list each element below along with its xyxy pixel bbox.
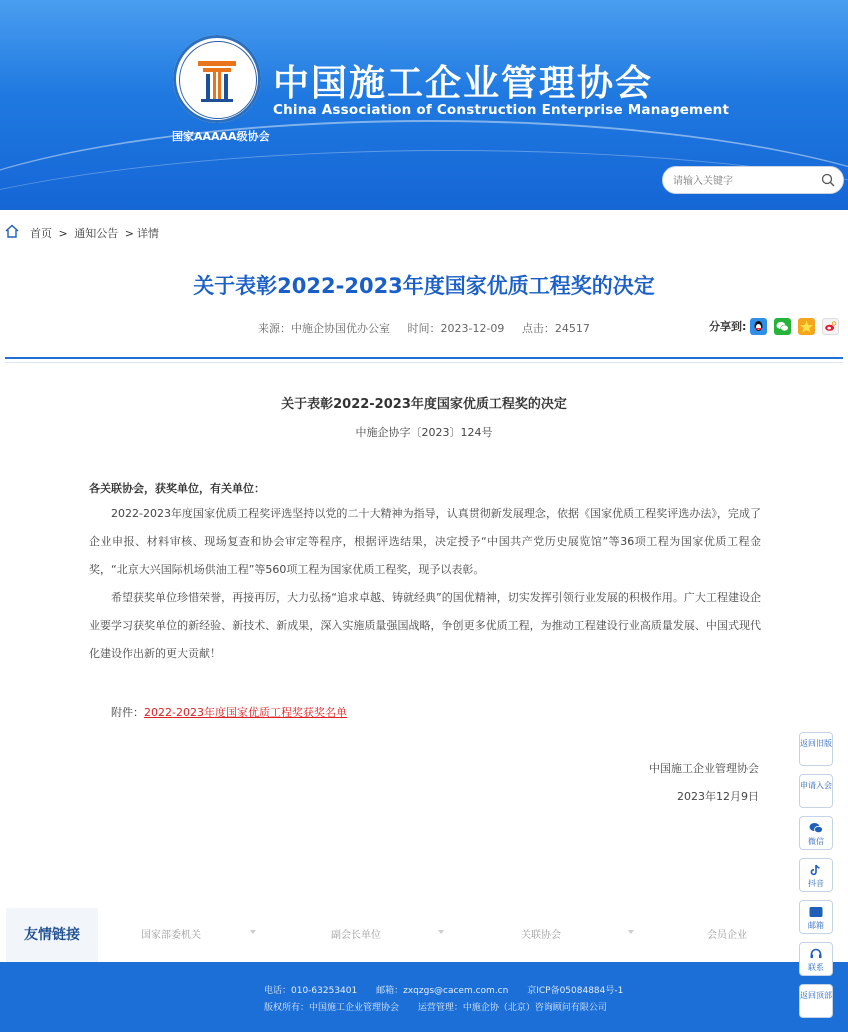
search-icon[interactable]	[821, 173, 835, 187]
share-label: 分享到:	[709, 320, 747, 333]
site-title-cn: 中国施工企业管理协会	[273, 63, 654, 104]
share-bar	[709, 318, 746, 334]
attachment-label: 附件：	[111, 706, 144, 719]
document-salutation: 各关联协会，获奖单位，有关单位：	[89, 482, 265, 495]
document-paragraph: 希望获奖单位珍惜荣誉，再接再厉，大力弘扬“追求卓越、铸就经典”的国优精神，切实发挥引领行业发展的积极作用。广大工程建设企业要学习获奖单位的新经验、新技术、新成果，深入实施质量强国战略，争创更多优质工程，为推动工程建设行业高质量发展、中国式现代化建设作出新的更大贡献！	[89, 591, 761, 660]
breadcrumb	[0, 222, 848, 242]
document-date: 2023年12月9日	[677, 790, 759, 803]
sidebar-label: 联系	[808, 963, 824, 972]
attachment	[111, 704, 347, 720]
friend-links-label: 友情链接	[6, 908, 98, 962]
logo-building-icon	[195, 55, 239, 103]
sidebar-label: 邮箱	[808, 921, 824, 930]
association-logo[interactable]	[173, 35, 261, 123]
chevron-down-icon	[250, 930, 256, 934]
back-to-top-button[interactable]	[799, 984, 833, 1018]
search-input[interactable]	[671, 171, 815, 191]
attachment-link[interactable]: 2022-2023年度国家优质工程奖获奖名单	[144, 706, 347, 719]
sidebar-label: 返回顶部	[800, 991, 832, 1000]
links-select-vice-presidents[interactable]: 副会长单位	[331, 930, 381, 941]
apply-membership-button[interactable]	[799, 774, 833, 808]
article-time: 时间：2023-12-09	[407, 322, 505, 335]
friend-links	[0, 908, 848, 962]
headset-icon	[809, 948, 823, 960]
association-level: 国家AAAAA级协会	[172, 130, 270, 143]
sidebar-label: 抖音	[808, 879, 824, 888]
sidebar-label: 返回旧版	[800, 739, 832, 748]
sidebar-label: 申请入会	[800, 781, 832, 790]
wechat-button[interactable]	[799, 816, 833, 850]
footer-phone: 电话：010-63253401	[264, 986, 358, 996]
chevron-down-icon	[438, 930, 444, 934]
footer-email: 邮箱：zxqzgs@cacem.com.cn	[376, 986, 509, 996]
document-number: 中施企协字〔2023〕124号	[355, 426, 493, 439]
breadcrumb-separator: >	[58, 227, 68, 240]
site-header	[0, 0, 848, 210]
title-divider	[5, 357, 843, 359]
search-box[interactable]	[662, 166, 844, 194]
douyin-button[interactable]	[799, 858, 833, 892]
article-source: 来源：中施企协国优办公室	[258, 322, 390, 335]
douyin-icon	[809, 864, 823, 876]
mail-button[interactable]	[799, 900, 833, 934]
document-signature: 中国施工企业管理协会	[649, 762, 759, 775]
site-title-en: China Association of Construction Enterprise Management	[273, 102, 730, 118]
breadcrumb-section[interactable]: 通知公告	[74, 227, 119, 240]
breadcrumb-current: 详情	[136, 227, 159, 240]
footer-copyright: 版权所有：中国施工企业管理协会	[264, 1003, 400, 1013]
old-version-button[interactable]	[799, 732, 833, 766]
footer-icp[interactable]: 京ICP备05084884号-1	[527, 986, 624, 996]
site-footer	[0, 962, 848, 1032]
qzone-share-icon[interactable]	[798, 318, 815, 335]
document-title: 关于表彰2022-2023年度国家优质工程奖的决定	[281, 397, 567, 412]
sidebar-label: 微信	[808, 837, 824, 846]
links-select-members[interactable]: 会员企业	[707, 930, 747, 941]
breadcrumb-separator: >	[124, 227, 134, 240]
page-title: 关于表彰2022-2023年度国家优质工程奖的决定	[193, 274, 655, 298]
breadcrumb-home[interactable]: 首页	[30, 227, 52, 240]
wechat-share-icon[interactable]	[774, 318, 791, 335]
document-paragraph: 2022-2023年度国家优质工程奖评选坚持以党的二十大精神为指导，认真贯彻新发展理念，依据《国家优质工程奖评选办法》，完成了企业申报、材料审核、现场复查和协会审定等程序，根据评选结果，决定授予“中国共产党历史展览馆”等36项工程为国家优质工程金奖，“北京大兴国际机场供油工程”等560项工程为国家优质工程奖，现予以表彰。	[89, 507, 761, 576]
article-meta	[258, 320, 604, 336]
contact-button[interactable]	[799, 942, 833, 976]
weibo-share-icon[interactable]	[822, 318, 839, 335]
links-select-associations[interactable]: 关联协会	[521, 930, 561, 941]
footer-operator: 运营管理：中施企协（北京）咨询顾问有限公司	[417, 1003, 607, 1013]
home-icon[interactable]	[4, 223, 20, 239]
article-clicks: 点击：24517	[521, 322, 590, 335]
chevron-down-icon	[628, 930, 634, 934]
wechat-icon	[809, 822, 823, 834]
links-select-ministries[interactable]: 国家部委机关	[141, 930, 201, 941]
qq-share-icon[interactable]	[750, 318, 767, 335]
mail-icon	[809, 906, 823, 918]
